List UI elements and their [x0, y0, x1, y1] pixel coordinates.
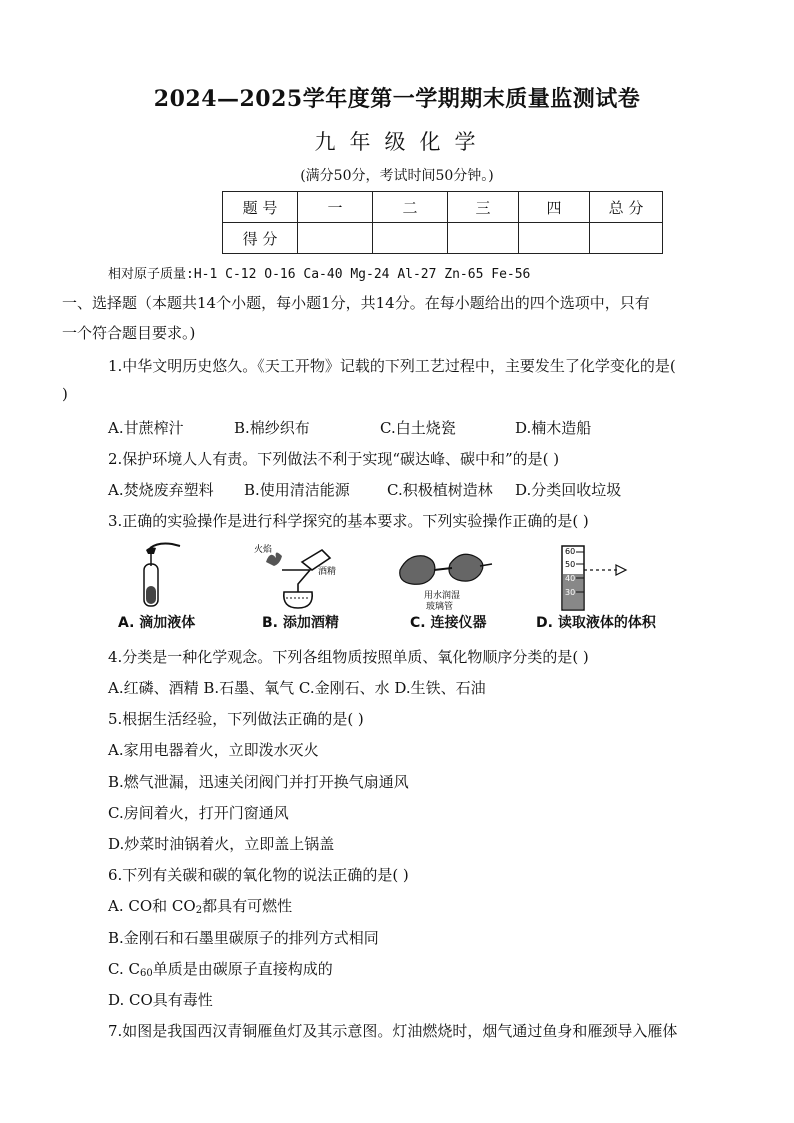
q2-option-c[interactable]: C.积极植树造林 — [387, 481, 493, 499]
q6-option-a-pre: A. CO和 CO — [108, 897, 196, 915]
exam-note: (满分50分，考试时间50分钟。) — [300, 168, 494, 184]
q4-options[interactable]: A.红磷、酒精 B.石墨、氧气 C.金刚石、水 D.生铁、石油 — [108, 679, 486, 697]
section1-heading: 一、选择题（本题共14个小题，每小题1分，共14分。在每小题给出的四个选项中，只有 — [62, 294, 650, 312]
q5-stem: 5.根据生活经验，下列做法正确的是( ) — [108, 710, 364, 728]
graduated-cylinder-figure — [552, 540, 632, 612]
subject-title: 九年级化学 — [314, 130, 490, 154]
score-cell-1: 一 — [298, 192, 373, 223]
section1-heading-cont: 一个符合题目要求。) — [62, 324, 196, 342]
q3-caption-a: A. 滴加液体 — [118, 615, 196, 631]
q2-option-d[interactable]: D.分类回收垃圾 — [515, 481, 622, 499]
q6-option-b[interactable]: B.金刚石和石墨里碳原子的排列方式相同 — [108, 929, 379, 947]
q1-stem-cont: ) — [62, 385, 68, 403]
score-cell-label: 题 号 — [223, 192, 298, 223]
q2-option-b[interactable]: B.使用清洁能源 — [244, 481, 350, 499]
score-input-1[interactable] — [298, 223, 373, 254]
q6-option-c-post: 单质是由碳原子直接构成的 — [152, 960, 333, 978]
dropper-figure — [128, 540, 184, 610]
score-table-score-row — [223, 223, 663, 254]
q3-caption-c: C. 连接仪器 — [410, 615, 487, 631]
score-table — [222, 191, 663, 254]
page-title: 2024—2025学年度第一学期期末质量监测试卷 — [153, 86, 641, 112]
q2-stem: 2.保护环境人人有责。下列做法不利于实现“碳达峰、碳中和”的是( ) — [108, 450, 560, 468]
q3-caption-d: D. 读取液体的体积 — [536, 615, 656, 631]
q1-stem: 1.中华文明历史悠久。《天工开物》记载的下列工艺过程中，主要发生了化学变化的是( — [108, 357, 676, 375]
q6-option-d[interactable]: D. CO具有毒性 — [108, 991, 213, 1009]
fig-c-label-tube: 玻璃管 — [426, 602, 454, 612]
fig-b-label-alcohol: 酒精 — [318, 567, 337, 577]
q6-stem: 6.下列有关碳和碳的氧化物的说法正确的是( ) — [108, 866, 409, 884]
score-cell-4: 四 — [519, 192, 590, 223]
score-input-2[interactable] — [373, 223, 448, 254]
atomic-masses: 相对原子质量:H-1 C-12 O-16 Ca-40 Mg-24 Al-27 Zn-65 Fe-56 — [108, 267, 531, 282]
q1-option-b[interactable]: B.棉纱织布 — [234, 419, 310, 437]
fig-c-label-wet: 用水润湿 — [424, 591, 461, 601]
score-input-4[interactable] — [519, 223, 590, 254]
q4-stem: 4.分类是一种化学观念。下列各组物质按照单质、氧化物顺序分类的是( ) — [108, 648, 589, 666]
q1-option-c[interactable]: C.白土烧瓷 — [380, 419, 456, 437]
q2-option-a[interactable]: A.焚烧废弃塑料 — [108, 481, 214, 499]
q5-option-a[interactable]: A.家用电器着火，立即泼水灭火 — [108, 741, 319, 759]
q6-option-c[interactable] — [108, 958, 333, 979]
score-table-header-row — [223, 192, 663, 223]
score-cell-total: 总 分 — [590, 192, 663, 223]
q1-option-a[interactable]: A.甘蔗榨汁 — [108, 419, 184, 437]
q6-option-a-post: 都具有可燃性 — [202, 897, 293, 915]
fig-b-label-flame: 火焰 — [254, 545, 273, 555]
q6-option-a[interactable] — [108, 895, 292, 916]
fig-d-tick-30: 30 — [565, 588, 576, 597]
q3-caption-b: B. 添加酒精 — [262, 615, 339, 631]
q6-option-c-pre: C. C — [108, 960, 140, 978]
score-cell-3: 三 — [448, 192, 519, 223]
q5-option-c[interactable]: C.房间着火，打开门窗通风 — [108, 804, 289, 822]
q5-option-d[interactable]: D.炒菜时油锅着火，立即盖上锅盖 — [108, 835, 335, 853]
fig-d-tick-50: 50 — [565, 560, 576, 569]
fig-d-tick-60: 60 — [565, 547, 576, 556]
q5-option-b[interactable]: B.燃气泄漏，迅速关闭阀门并打开换气扇通风 — [108, 773, 409, 791]
q7-stem: 7.如图是我国西汉青铜雁鱼灯及其示意图。灯油燃烧时，烟气通过鱼身和雁颈导入雁体 — [108, 1022, 678, 1040]
score-row-label: 得 分 — [223, 223, 298, 254]
q6-option-c-sub: 60 — [139, 968, 153, 979]
fig-d-tick-40: 40 — [565, 574, 576, 583]
q1-option-d[interactable]: D.楠木造船 — [515, 419, 592, 437]
score-input-3[interactable] — [448, 223, 519, 254]
score-input-total[interactable] — [590, 223, 663, 254]
q3-stem: 3.正确的实验操作是进行科学探究的基本要求。下列实验操作正确的是( ) — [108, 512, 589, 530]
alcohol-lamp-figure — [252, 540, 342, 610]
score-cell-2: 二 — [373, 192, 448, 223]
connect-apparatus-figure — [394, 540, 494, 612]
q6-option-a-sub: 2 — [195, 905, 203, 916]
